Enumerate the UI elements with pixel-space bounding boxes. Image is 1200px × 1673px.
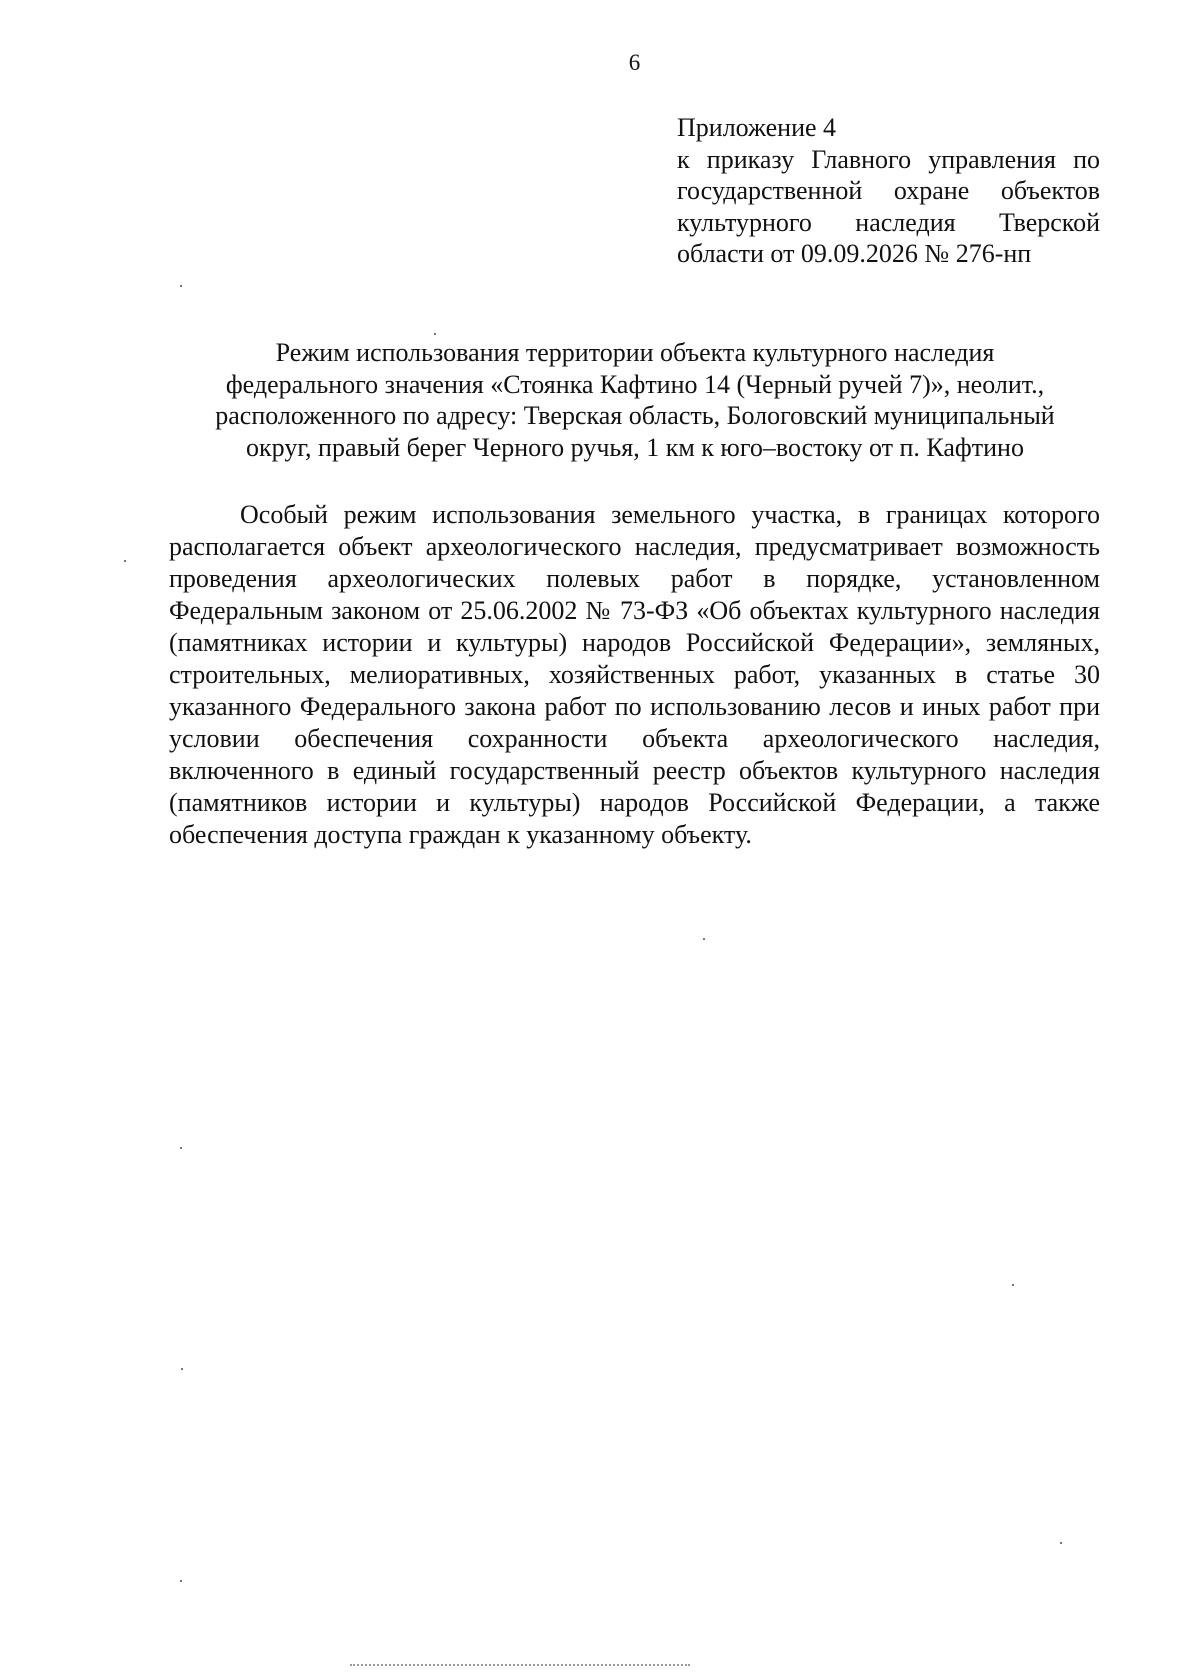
appendix-text: к приказу Главного управления по государственной охране объектов культурного наследия Тверской области от 09.09.2026 № 276-нп [677,144,1100,268]
scan-speck [180,1580,182,1582]
document-title-line: федерального значения «Стоянка Кафтино 14 (Черный ручей 7)», неолит., [225,369,1045,399]
body-paragraph: Особый режим использования земельного участка, в границах которого располагается объект археологического наследия, предусматривает возможность проведения археологических полевых работ в порядке, установленном Федеральным законом от 25.06.2002 № 73-ФЗ «Об объектах культурного наследия (памятниках истории и культуры) народов Российской Федерации», земляных, строительных, мелиоративных, хозяйственных работ, указанных в статье 30 указанного Федерального закона работ по использованию лесов и иных работ при условии обеспечения сохранности объекта археологического наследия, включенного в единый государственный реестр объектов культурного наследия (памятников истории и культуры) народов Российской Федерации, а также обеспечения доступа граждан к указанному объекту. [169,500,1100,849]
appendix-block [677,112,1100,270]
document-title-line: округ, правый берег Черного ручья, 1 км к юго–востоку от п. Кафтино [246,432,1024,462]
document-title-line: расположенного по адресу: Тверская область, Бологовский муниципальный [215,401,1055,430]
scan-edge-marks [350,1664,690,1666]
page-number: 6 [628,50,641,75]
scan-speck [434,333,436,335]
scan-speck [1060,1542,1062,1544]
scan-speck [180,1147,182,1149]
document-title [150,337,1120,463]
scan-speck [703,938,705,940]
document-title-line: Режим использования территории объекта культурного наследия [275,338,995,367]
scan-speck [1012,1284,1014,1286]
scan-speck [181,1368,183,1370]
scan-speck [180,285,182,287]
scan-speck [124,560,126,562]
appendix-title: Приложение 4 [677,113,837,142]
